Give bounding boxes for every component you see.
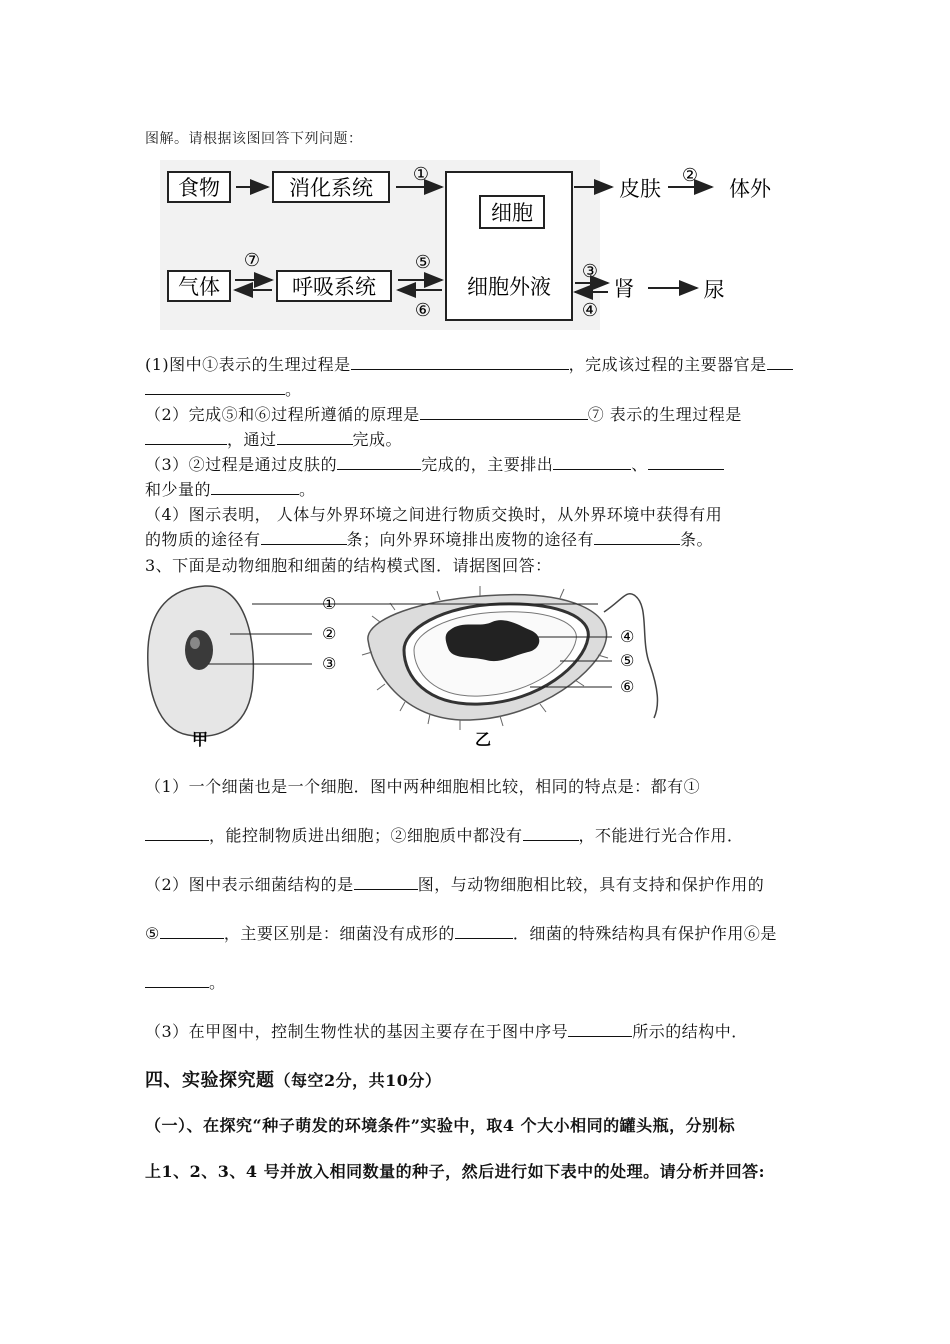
section-4-title [145, 1066, 441, 1092]
answer-blank[interactable] [455, 924, 513, 939]
answer-blank[interactable] [351, 355, 569, 370]
q2-3-text-d: 和少量的 [145, 480, 212, 499]
outside-label: 体外 [729, 177, 771, 201]
digestive-label: 消化系统 [289, 176, 373, 200]
q2-4-text-c: 条。 [680, 530, 714, 549]
q3-p2-line-2 [145, 921, 777, 944]
q2-2-text-c: ，通过 [227, 430, 277, 449]
answer-blank[interactable] [553, 455, 631, 470]
answer-blank[interactable] [211, 480, 299, 495]
figure-yi-label: 乙 [475, 730, 492, 749]
q2-4-text-a: 的物质的途径有 [145, 530, 261, 549]
q3-p2-text-b: 图，与动物细胞相比较，具有支持和保护作用的 [417, 875, 765, 894]
answer-blank[interactable] [145, 430, 227, 445]
marker-6: ⑥ [414, 300, 432, 321]
skin-label: 皮肤 [619, 177, 661, 201]
answer-blank[interactable] [145, 380, 285, 395]
answer-blank[interactable] [767, 355, 793, 370]
marker-4: ④ [581, 300, 599, 321]
q2-line-6 [145, 477, 316, 500]
respiratory-label: 呼吸系统 [292, 275, 376, 299]
section-4-line-1: （一）、在探究“种子萌发的环境条件”实验中，取4 个大小相同的罐头瓶，分别标 [145, 1116, 736, 1135]
label-4: ④ [620, 627, 635, 646]
marker-1: ① [412, 164, 430, 185]
q3-p3-text-b: 所示的结构中． [632, 1022, 748, 1041]
q2-1-text-c: 。 [285, 380, 302, 399]
figure-jia-label: 甲 [192, 730, 209, 749]
q3-p2-text-e: ．细菌的特殊结构具有保护作用⑥是 [512, 924, 777, 943]
q3-p2-text-f: 。 [209, 973, 226, 992]
q3-p2-text-c: ⑤ [145, 924, 160, 943]
answer-blank[interactable] [420, 405, 588, 420]
answer-blank[interactable] [277, 430, 353, 445]
marker-2: ② [681, 165, 699, 186]
label-6: ⑥ [620, 677, 635, 696]
q3-p1-text-b: ，能控制物质进出细胞；②细胞质中都没有 [209, 826, 523, 845]
section-4-line-2: 上1、2、3、4 号并放入相同数量的种子，然后进行如下表中的处理。请分析并回答: [145, 1162, 766, 1181]
q3-p1-line-1: （1）一个细菌也是一个细胞．图中两种细胞相比较，相同的特点是：都有① [145, 777, 701, 796]
section-4-score: （每空2分，共10分） [274, 1071, 442, 1090]
answer-blank[interactable] [337, 455, 421, 470]
q2-3-text-c: 、 [631, 455, 648, 474]
answer-blank[interactable] [145, 826, 209, 841]
q3-title: 3、下面是动物细胞和细菌的结构模式图．请据图回答： [145, 556, 552, 575]
q2-line-8 [145, 527, 713, 550]
answer-blank[interactable] [160, 924, 224, 939]
kidney-label: 肾 [613, 277, 635, 301]
answer-blank[interactable] [261, 530, 347, 545]
label-5: ⑤ [620, 651, 635, 670]
gas-label: 气体 [178, 275, 220, 299]
answer-blank[interactable] [594, 530, 680, 545]
q2-1-text-a: (1)图中①表示的生理过程是 [145, 355, 351, 374]
q2-line-7: （4）图示表明， 人体与外界环境之间进行物质交换时，从外界环境中获得有用 [145, 505, 723, 524]
q2-2-text-a: （2）完成⑤和⑥过程所遵循的原理是 [145, 405, 420, 424]
q2-line-3 [145, 402, 742, 425]
answer-blank[interactable] [568, 1022, 632, 1037]
section-4-heading: 四、实验探究题 [145, 1070, 275, 1091]
label-3: ③ [322, 654, 337, 673]
marker-5: ⑤ [414, 252, 432, 273]
q3-p2-text-a: （2）图中表示细菌结构的是 [145, 875, 354, 894]
marker-7: ⑦ [243, 250, 261, 271]
q2-1-text-b: ，完成该过程的主要器官是 [568, 355, 767, 374]
answer-blank[interactable] [648, 455, 724, 470]
marker-3: ③ [581, 261, 599, 282]
q2-line-4 [145, 427, 402, 450]
q3-p2-line-3 [145, 970, 226, 993]
q2-line-5 [145, 452, 724, 475]
nucleus-highlight [190, 637, 200, 649]
q2-3-text-e: 。 [299, 480, 316, 499]
q2-line-1 [145, 352, 793, 375]
bacterium-figure [312, 586, 657, 730]
urine-label: 尿 [703, 278, 725, 302]
q2-3-text-b: 完成的，主要排出 [421, 455, 554, 474]
q3-p2-line-1 [145, 872, 764, 895]
q2-3-text-a: （3）②过程是通过皮肤的 [145, 455, 338, 474]
q2-2-text-b: ⑦ 表示的生理过程是 [587, 405, 742, 424]
answer-blank[interactable] [145, 973, 209, 988]
q3-p1-line-2 [145, 823, 744, 846]
answer-blank[interactable] [523, 826, 579, 841]
label-2: ② [322, 624, 337, 643]
intro-text: 图解。请根据该图回答下列问题： [145, 131, 363, 147]
q3-p3-line [145, 1019, 748, 1042]
q2-4-text-b: 条；向外界环境排出废物的途径有 [346, 530, 595, 549]
cell-label: 细胞 [491, 201, 533, 225]
label-1: ① [322, 594, 337, 613]
food-label: 食物 [178, 176, 220, 200]
q3-p3-text-a: （3）在甲图中，控制生物性状的基因主要存在于图中序号 [145, 1022, 569, 1041]
q2-line-2 [145, 377, 302, 400]
q3-p2-text-d: ，主要区别是：细菌没有成形的 [223, 924, 455, 943]
answer-blank[interactable] [354, 875, 418, 890]
q3-p1-text-c: ，不能进行光合作用． [578, 826, 744, 845]
ecf-label: 细胞外液 [467, 275, 551, 299]
animal-cell-figure [148, 586, 312, 736]
q2-2-text-d: 完成。 [352, 430, 403, 449]
